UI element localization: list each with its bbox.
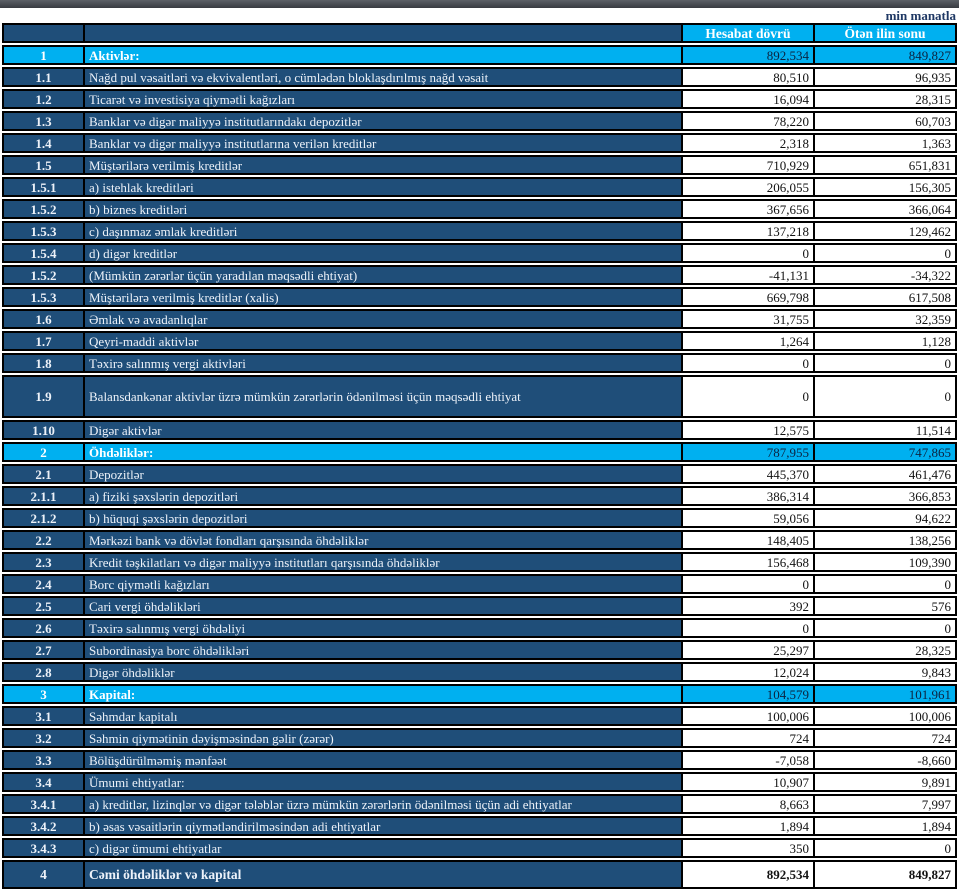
row-label-cell: Balansdankənar aktivlər üzrə mümkün zərərlərin ödənilməsi üçün məqsədli ehtiyat bbox=[85, 377, 683, 416]
value-current-cell: 0 bbox=[683, 576, 815, 592]
value-current-cell: 0 bbox=[683, 355, 815, 371]
row-number-cell: 1.5.3 bbox=[4, 223, 85, 239]
table-row bbox=[2, 67, 957, 87]
table-row bbox=[2, 838, 957, 858]
value-current-cell: 12,575 bbox=[683, 422, 815, 438]
row-number-cell: 2.4 bbox=[4, 576, 85, 592]
value-prior-cell: 100,006 bbox=[815, 708, 955, 724]
value-prior-cell: 849,827 bbox=[815, 862, 955, 887]
value-current-cell: 445,370 bbox=[683, 466, 815, 482]
row-label-cell: Təxirə salınmış vergi aktivləri bbox=[85, 355, 683, 371]
row-label-cell: b) hüquqi şəxslərin depozitləri bbox=[85, 510, 683, 526]
row-number-cell: 1.9 bbox=[4, 377, 85, 416]
table-row bbox=[2, 684, 957, 704]
row-label-cell: Kredit təşkilatları və digər maliyyə institutları qarşısında öhdəliklər bbox=[85, 554, 683, 570]
row-label-cell: Ticarət və investisiya qiymətli kağızları bbox=[85, 91, 683, 107]
table-row bbox=[2, 772, 957, 792]
value-prior-cell: 1,128 bbox=[815, 333, 955, 349]
value-current-cell: 0 bbox=[683, 620, 815, 636]
value-prior-cell: 94,622 bbox=[815, 510, 955, 526]
value-prior-cell: -34,322 bbox=[815, 267, 955, 283]
row-number-cell: 2.5 bbox=[4, 598, 85, 614]
value-prior-cell: 1,363 bbox=[815, 135, 955, 151]
value-prior-cell: 747,865 bbox=[815, 444, 955, 460]
value-current-cell: -7,058 bbox=[683, 752, 815, 768]
value-current-cell: 892,534 bbox=[683, 47, 815, 63]
value-prior-cell: 9,843 bbox=[815, 664, 955, 680]
value-prior-cell: 0 bbox=[815, 245, 955, 261]
row-number-cell: 3.3 bbox=[4, 752, 85, 768]
row-number-cell: 2.8 bbox=[4, 664, 85, 680]
table-row bbox=[2, 331, 957, 351]
value-prior-cell: 109,390 bbox=[815, 554, 955, 570]
table-row bbox=[2, 199, 957, 219]
row-label-cell: Banklar və digər maliyyə institutlarına verilən kreditlər bbox=[85, 135, 683, 151]
value-current-cell: 12,024 bbox=[683, 664, 815, 680]
row-number-cell: 1.2 bbox=[4, 91, 85, 107]
value-current-cell: 2,318 bbox=[683, 135, 815, 151]
row-label-cell: Aktivlər: bbox=[85, 47, 683, 63]
row-label-cell: Öhdəliklər: bbox=[85, 444, 683, 460]
value-prior-cell: -8,660 bbox=[815, 752, 955, 768]
row-label-cell: Müştərilərə verilmiş kreditlər (xalis) bbox=[85, 289, 683, 305]
table-row bbox=[2, 111, 957, 131]
value-prior-cell: 0 bbox=[815, 840, 955, 856]
table-header-row bbox=[2, 23, 957, 43]
row-label-cell: a) kreditlər, lizinqlər və digər tələblər üzrə mümkün zərərlərin ödənilməsi üçün adi ehtiyatlar bbox=[85, 796, 683, 812]
table-body bbox=[2, 45, 957, 889]
row-label-cell: a) istehlak kreditləri bbox=[85, 179, 683, 195]
value-current-cell: 1,894 bbox=[683, 818, 815, 834]
header-current-period: Hesabat dövrü bbox=[683, 25, 815, 41]
value-prior-cell: 0 bbox=[815, 620, 955, 636]
header-number-cell bbox=[4, 25, 85, 41]
value-prior-cell: 366,064 bbox=[815, 201, 955, 217]
row-number-cell: 2.1.1 bbox=[4, 488, 85, 504]
value-current-cell: 367,656 bbox=[683, 201, 815, 217]
row-label-cell: Nağd pul vəsaitləri və ekvivalentləri, o cümlədən bloklaşdırılmış nağd vəsait bbox=[85, 69, 683, 85]
value-prior-cell: 576 bbox=[815, 598, 955, 614]
table-row bbox=[2, 618, 957, 638]
row-label-cell: Cari vergi öhdəlikləri bbox=[85, 598, 683, 614]
row-label-cell: b) əsas vəsaitlərin qiymətləndirilməsindən adi ehtiyatlar bbox=[85, 818, 683, 834]
table-row bbox=[2, 574, 957, 594]
unit-note: min manatla bbox=[885, 8, 956, 23]
value-prior-cell: 1,894 bbox=[815, 818, 955, 834]
row-number-cell: 1.4 bbox=[4, 135, 85, 151]
value-current-cell: 787,955 bbox=[683, 444, 815, 460]
value-prior-cell: 9,891 bbox=[815, 774, 955, 790]
value-current-cell: 156,468 bbox=[683, 554, 815, 570]
row-number-cell: 2.1 bbox=[4, 466, 85, 482]
value-prior-cell: 129,462 bbox=[815, 223, 955, 239]
row-number-cell: 3.1 bbox=[4, 708, 85, 724]
row-label-cell: c) daşınmaz əmlak kreditləri bbox=[85, 223, 683, 239]
value-prior-cell: 724 bbox=[815, 730, 955, 746]
row-number-cell: 3.4.1 bbox=[4, 796, 85, 812]
row-number-cell: 3 bbox=[4, 686, 85, 702]
table-row bbox=[2, 221, 957, 241]
value-prior-cell: 366,853 bbox=[815, 488, 955, 504]
value-current-cell: 1,264 bbox=[683, 333, 815, 349]
header-description-cell bbox=[85, 25, 683, 41]
window-top-bar bbox=[0, 0, 959, 8]
value-current-cell: 148,405 bbox=[683, 532, 815, 548]
row-label-cell: Təxirə salınmış vergi öhdəliyi bbox=[85, 620, 683, 636]
value-current-cell: 8,663 bbox=[683, 796, 815, 812]
row-label-cell: Borc qiymətli kağızları bbox=[85, 576, 683, 592]
table-row bbox=[2, 353, 957, 373]
table-row bbox=[2, 155, 957, 175]
value-current-cell: 724 bbox=[683, 730, 815, 746]
row-number-cell: 1.5.2 bbox=[4, 267, 85, 283]
value-prior-cell: 0 bbox=[815, 576, 955, 592]
value-current-cell: 0 bbox=[683, 245, 815, 261]
row-label-cell: Depozitlər bbox=[85, 466, 683, 482]
table-row bbox=[2, 309, 957, 329]
value-prior-cell: 28,325 bbox=[815, 642, 955, 658]
row-number-cell: 3.4 bbox=[4, 774, 85, 790]
table-row bbox=[2, 287, 957, 307]
row-label-cell: Kapital: bbox=[85, 686, 683, 702]
table-row bbox=[2, 706, 957, 726]
balance-sheet-table bbox=[2, 23, 957, 889]
value-current-cell: 25,297 bbox=[683, 642, 815, 658]
row-label-cell: Digər aktivlər bbox=[85, 422, 683, 438]
row-label-cell: Cəmi öhdəliklər və kapital bbox=[85, 862, 683, 887]
row-label-cell: c) digər ümumi ehtiyatlar bbox=[85, 840, 683, 856]
row-number-cell: 2.2 bbox=[4, 532, 85, 548]
row-label-cell: (Mümkün zərərlər üçün yaradılan məqsədli ehtiyat) bbox=[85, 267, 683, 283]
table-row bbox=[2, 375, 957, 418]
value-prior-cell: 138,256 bbox=[815, 532, 955, 548]
value-prior-cell: 849,827 bbox=[815, 47, 955, 63]
row-number-cell: 1.6 bbox=[4, 311, 85, 327]
value-current-cell: 16,094 bbox=[683, 91, 815, 107]
row-label-cell: Əmlak və avadanlıqlar bbox=[85, 311, 683, 327]
table-row bbox=[2, 464, 957, 484]
table-row bbox=[2, 486, 957, 506]
value-prior-cell: 156,305 bbox=[815, 179, 955, 195]
row-number-cell: 2.7 bbox=[4, 642, 85, 658]
table-row bbox=[2, 728, 957, 748]
row-number-cell: 2.1.2 bbox=[4, 510, 85, 526]
row-number-cell: 1.5.4 bbox=[4, 245, 85, 261]
value-prior-cell: 0 bbox=[815, 355, 955, 371]
table-row bbox=[2, 750, 957, 770]
row-label-cell: d) digər kreditlər bbox=[85, 245, 683, 261]
row-label-cell: Müştərilərə verilmiş kreditlər bbox=[85, 157, 683, 173]
value-prior-cell: 28,315 bbox=[815, 91, 955, 107]
value-current-cell: 100,006 bbox=[683, 708, 815, 724]
table-row bbox=[2, 596, 957, 616]
row-label-cell: Subordinasiya borc öhdəlikləri bbox=[85, 642, 683, 658]
table-row bbox=[2, 420, 957, 440]
value-current-cell: 206,055 bbox=[683, 179, 815, 195]
row-label-cell: Qeyri-maddi aktivlər bbox=[85, 333, 683, 349]
row-label-cell: b) biznes kreditləri bbox=[85, 201, 683, 217]
row-number-cell: 3.4.2 bbox=[4, 818, 85, 834]
row-label-cell: Banklar və digər maliyyə institutlarındakı depozitlər bbox=[85, 113, 683, 129]
value-current-cell: 350 bbox=[683, 840, 815, 856]
table-row bbox=[2, 530, 957, 550]
table-row bbox=[2, 662, 957, 682]
table-row bbox=[2, 816, 957, 836]
row-label-cell: Səhmin qiymətinin dəyişməsindən gəlir (zərər) bbox=[85, 730, 683, 746]
row-number-cell: 1.3 bbox=[4, 113, 85, 129]
table-row bbox=[2, 552, 957, 572]
value-current-cell: 892,534 bbox=[683, 862, 815, 887]
table-row bbox=[2, 265, 957, 285]
value-current-cell: 31,755 bbox=[683, 311, 815, 327]
row-number-cell: 1.5 bbox=[4, 157, 85, 173]
table-row bbox=[2, 133, 957, 153]
value-current-cell: 392 bbox=[683, 598, 815, 614]
row-number-cell: 1 bbox=[4, 47, 85, 63]
table-row bbox=[2, 243, 957, 263]
value-current-cell: 80,510 bbox=[683, 69, 815, 85]
row-number-cell: 1.5.1 bbox=[4, 179, 85, 195]
table-row bbox=[2, 508, 957, 528]
row-label-cell: Ümumi ehtiyatlar: bbox=[85, 774, 683, 790]
row-number-cell: 1.1 bbox=[4, 69, 85, 85]
table-row bbox=[2, 442, 957, 462]
value-prior-cell: 101,961 bbox=[815, 686, 955, 702]
table-row bbox=[2, 794, 957, 814]
row-number-cell: 1.5.2 bbox=[4, 201, 85, 217]
value-prior-cell: 7,997 bbox=[815, 796, 955, 812]
row-number-cell: 1.8 bbox=[4, 355, 85, 371]
row-number-cell: 2.6 bbox=[4, 620, 85, 636]
table-row bbox=[2, 177, 957, 197]
value-prior-cell: 32,359 bbox=[815, 311, 955, 327]
value-current-cell: 137,218 bbox=[683, 223, 815, 239]
value-current-cell: 710,929 bbox=[683, 157, 815, 173]
value-prior-cell: 11,514 bbox=[815, 422, 955, 438]
value-current-cell: 10,907 bbox=[683, 774, 815, 790]
row-number-cell: 3.4.3 bbox=[4, 840, 85, 856]
header-prior-period: Ötən ilin sonu bbox=[815, 25, 955, 41]
row-label-cell: Bölüşdürülməmiş mənfəət bbox=[85, 752, 683, 768]
value-current-cell: 386,314 bbox=[683, 488, 815, 504]
table-row bbox=[2, 89, 957, 109]
value-prior-cell: 0 bbox=[815, 377, 955, 416]
row-number-cell: 1.5.3 bbox=[4, 289, 85, 305]
row-number-cell: 1.7 bbox=[4, 333, 85, 349]
table-row bbox=[2, 640, 957, 660]
value-current-cell: 669,798 bbox=[683, 289, 815, 305]
value-prior-cell: 651,831 bbox=[815, 157, 955, 173]
value-current-cell: 59,056 bbox=[683, 510, 815, 526]
table-row bbox=[2, 45, 957, 65]
table-row bbox=[2, 860, 957, 889]
value-current-cell: 78,220 bbox=[683, 113, 815, 129]
value-current-cell: 104,579 bbox=[683, 686, 815, 702]
value-current-cell: -41,131 bbox=[683, 267, 815, 283]
row-number-cell: 1.10 bbox=[4, 422, 85, 438]
value-prior-cell: 96,935 bbox=[815, 69, 955, 85]
value-prior-cell: 60,703 bbox=[815, 113, 955, 129]
row-label-cell: Səhmdar kapitalı bbox=[85, 708, 683, 724]
row-label-cell: a) fiziki şəxslərin depozitləri bbox=[85, 488, 683, 504]
value-current-cell: 0 bbox=[683, 377, 815, 416]
row-number-cell: 2.3 bbox=[4, 554, 85, 570]
row-number-cell: 3.2 bbox=[4, 730, 85, 746]
value-prior-cell: 617,508 bbox=[815, 289, 955, 305]
value-prior-cell: 461,476 bbox=[815, 466, 955, 482]
row-number-cell: 2 bbox=[4, 444, 85, 460]
row-label-cell: Mərkəzi bank və dövlət fondları qarşısında öhdəliklər bbox=[85, 532, 683, 548]
row-label-cell: Digər öhdəliklər bbox=[85, 664, 683, 680]
row-number-cell: 4 bbox=[4, 862, 85, 887]
